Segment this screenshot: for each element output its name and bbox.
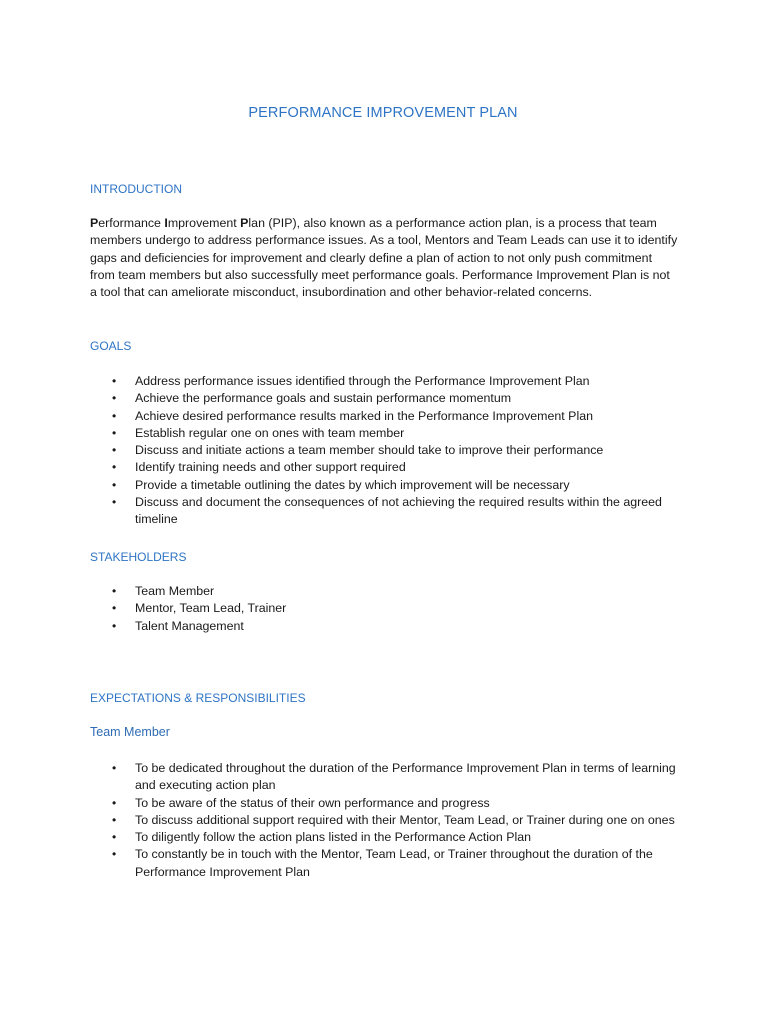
list-item: • Mentor, Team Lead, Trainer	[90, 600, 682, 617]
list-item: • Talent Management	[90, 618, 682, 635]
stakeholders-heading: STAKEHOLDERS	[90, 550, 187, 564]
list-item: • Discuss and document the consequences of not achieving the required results within the agreed timeline	[112, 495, 662, 527]
list-item: • To constantly be in touch with the Mentor, Team Lead, or Trainer throughout the duration of the Performance Improvement Plan	[112, 847, 653, 879]
bullet-icon: •	[112, 495, 117, 510]
list-item: • Achieve the performance goals and sustain performance momentum	[90, 390, 682, 407]
expectations-heading: EXPECTATIONS & RESPONSIBILITIES	[90, 691, 306, 705]
bullet-icon: •	[112, 812, 117, 827]
bullet-icon: •	[112, 477, 117, 492]
intro-text-2: mprovement	[167, 216, 241, 230]
bullet-icon: •	[112, 601, 117, 616]
list-item: • Discuss and initiate actions a team member should take to improve their performance	[90, 442, 682, 459]
bullet-icon: •	[112, 761, 117, 775]
list-item: • Address performance issues identified through the Performance Improvement Plan	[90, 373, 682, 390]
bullet-icon: •	[112, 443, 117, 458]
bullet-icon: •	[112, 374, 117, 388]
list-item: • Team Member	[90, 583, 682, 600]
document-title: PERFORMANCE IMPROVEMENT PLAN	[248, 105, 518, 121]
list-item: • Provide a timetable outlining the dates by which improvement will be necessary	[90, 477, 682, 494]
bullet-icon: •	[112, 795, 117, 810]
team-member-subheading: Team Member	[90, 725, 170, 739]
bullet-icon: •	[112, 408, 117, 423]
intro-text-3: lan (PIP), also known as a performance action plan, is a process that team members undergo to address performance issues. As a tool, Mentors and Team Leads can use it to identify gaps and deficiencies for improvement and clearly define a plan of action to not only push commitment from team members but also successfully meet performance goals. Performance Improvement Plan is not a tool that can ameliorate misconduct, insubordination and other behavior-related concerns.	[90, 216, 678, 300]
initial-i: I	[164, 216, 168, 230]
initial-p-plan: P	[240, 216, 249, 230]
list-item: • To be dedicated throughout the duration of the Performance Improvement Plan in terms of learning and executing action plan	[112, 761, 676, 793]
team-member-responsibilities-list	[90, 760, 682, 881]
bullet-icon: •	[112, 618, 117, 633]
goals-list	[90, 373, 682, 529]
bullet-icon: •	[112, 425, 117, 440]
list-item: • To discuss additional support required with their Mentor, Team Lead, or Trainer during one on ones	[90, 812, 682, 829]
list-item: • Establish regular one on ones with team member	[90, 425, 682, 442]
bullet-icon: •	[112, 584, 117, 598]
list-item: • To be aware of the status of their own performance and progress	[90, 795, 682, 812]
goals-heading: GOALS	[90, 339, 132, 353]
intro-text-1: erformance	[98, 216, 165, 230]
initial-p: P	[90, 216, 99, 230]
introduction-heading: INTRODUCTION	[90, 182, 182, 196]
stakeholders-list	[90, 583, 682, 635]
list-item: • Identify training needs and other support required	[90, 459, 682, 476]
introduction-paragraph	[90, 215, 678, 301]
list-item: • Achieve desired performance results marked in the Performance Improvement Plan	[90, 408, 682, 425]
list-item: • To diligently follow the action plans listed in the Performance Action Plan	[90, 829, 682, 846]
bullet-icon: •	[112, 391, 117, 406]
bullet-icon: •	[112, 830, 117, 845]
bullet-icon: •	[112, 460, 117, 475]
bullet-icon: •	[112, 847, 117, 862]
